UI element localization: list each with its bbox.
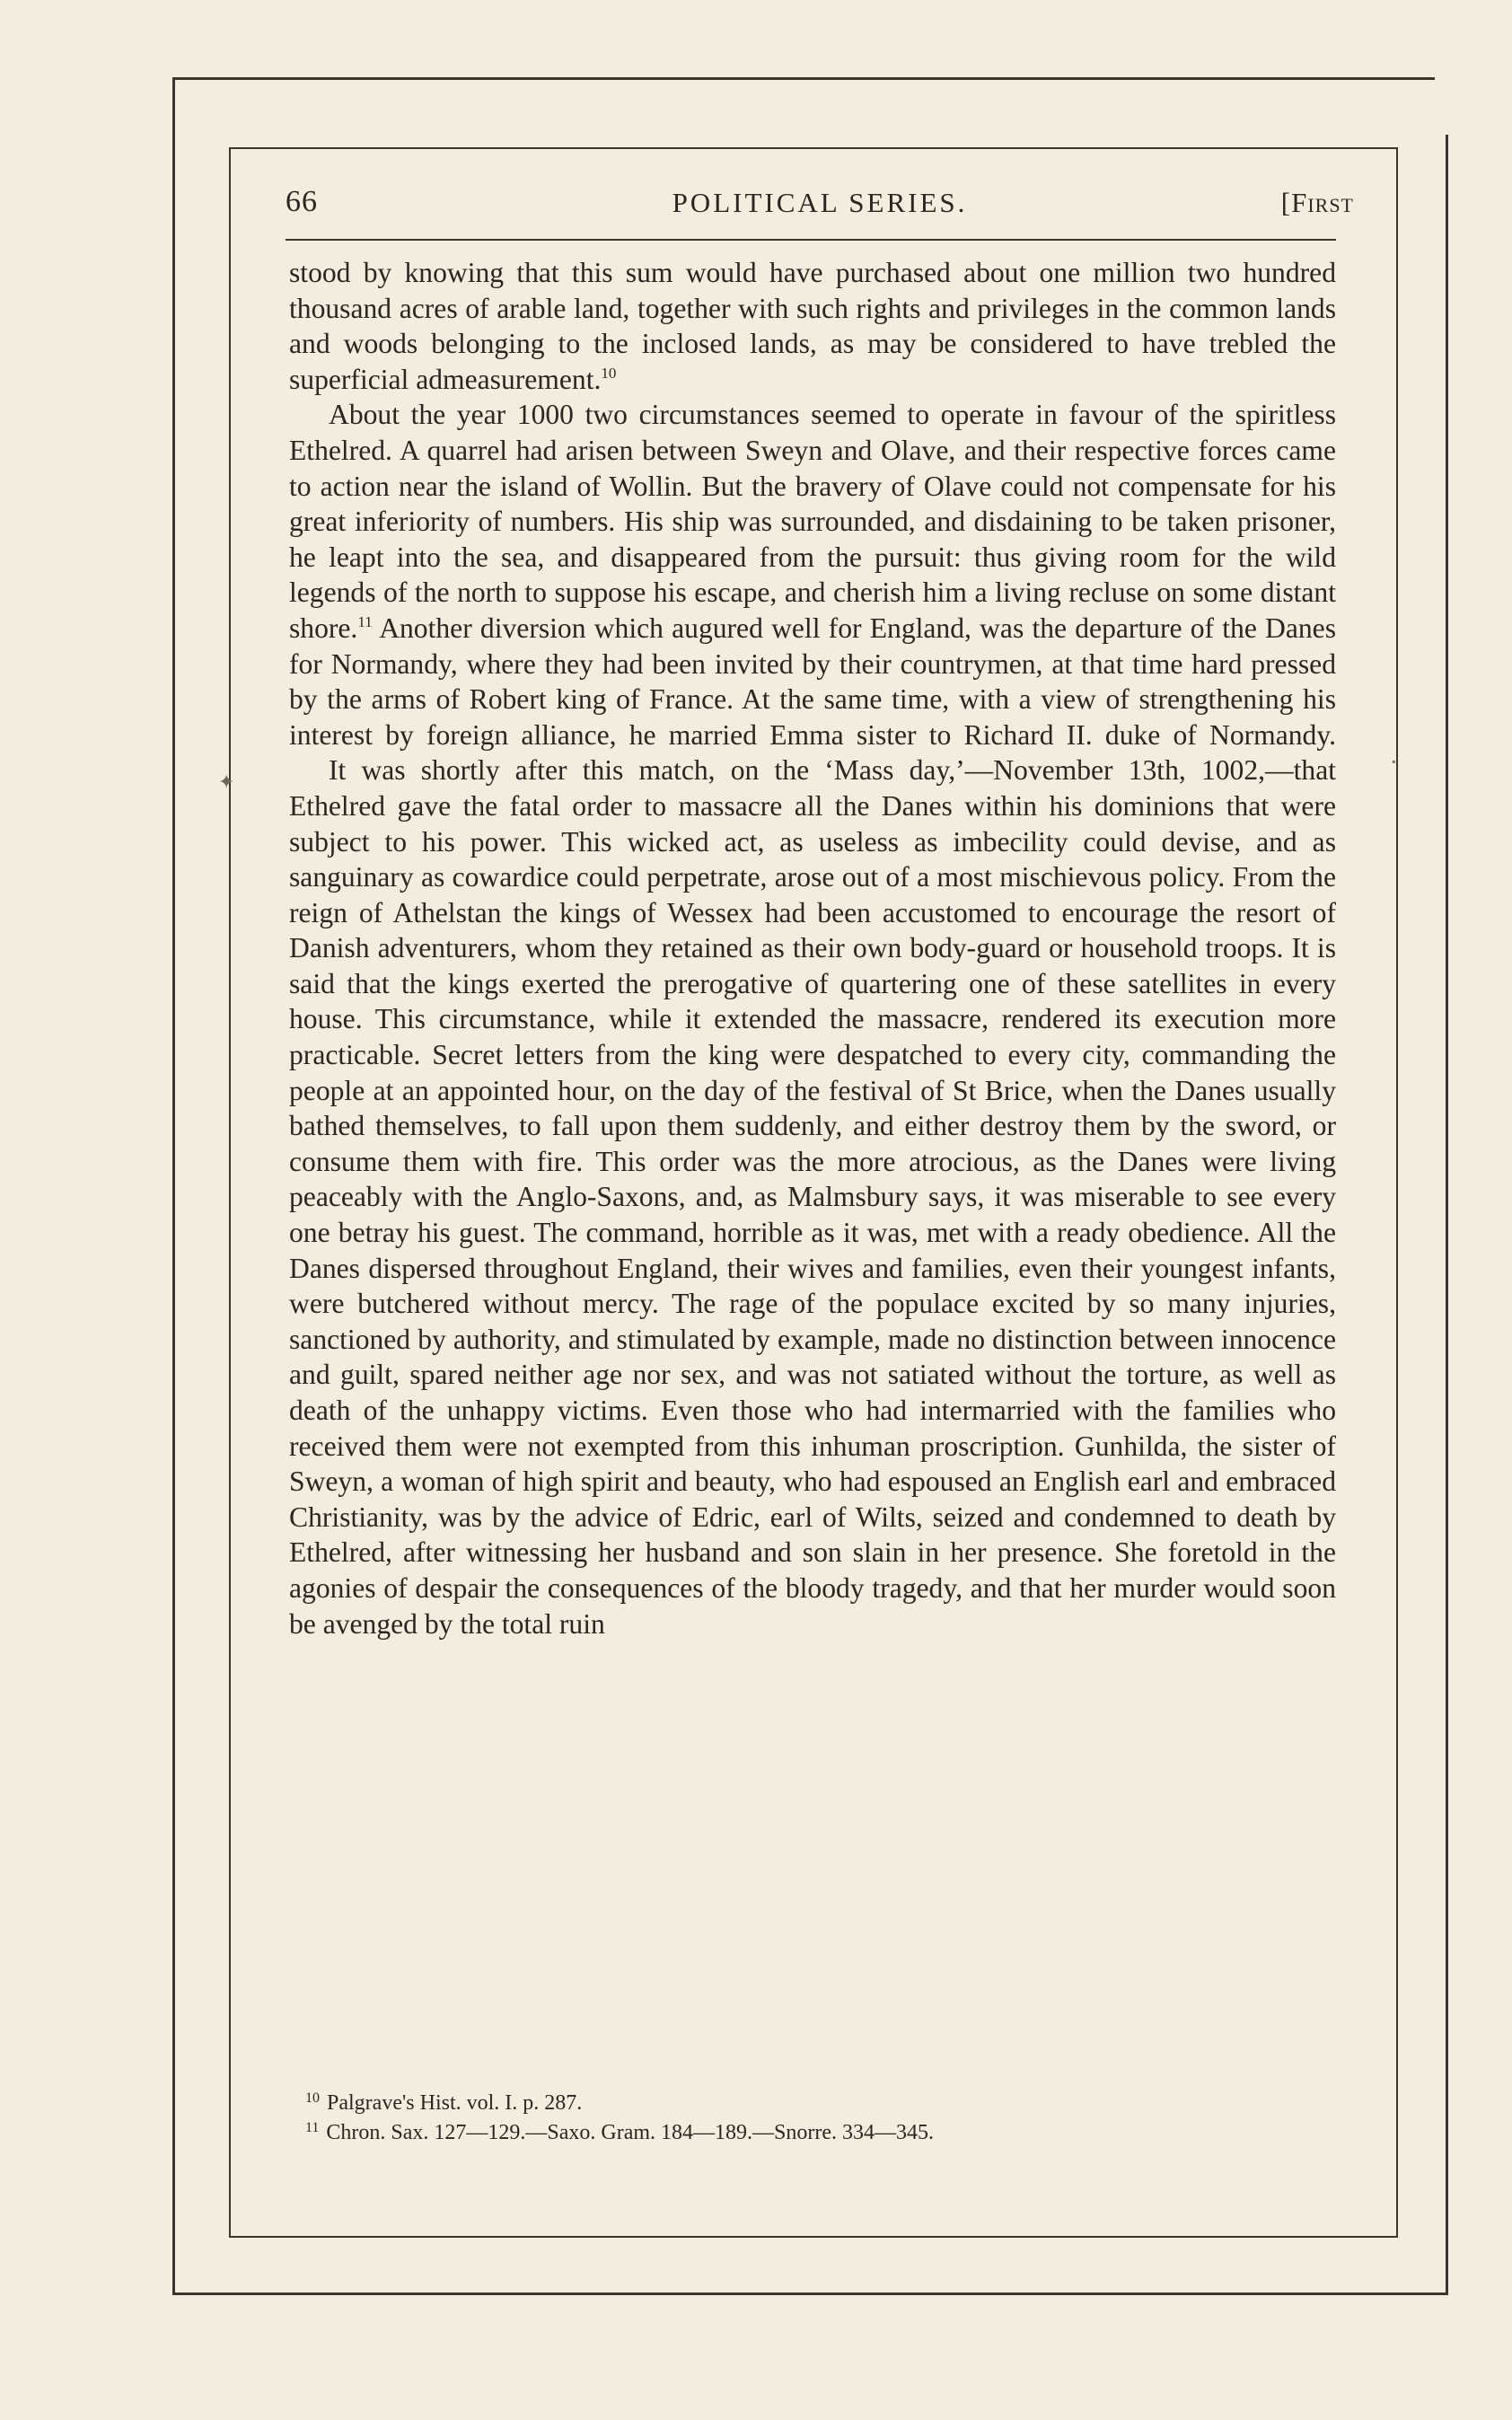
footnote-10-text: Palgrave's Hist. vol. I. p. 287.: [327, 2091, 583, 2115]
paragraph-1-text: stood by knowing that this sum would have purchased about one million two hundred thousand acres of arable land, together with such rights and privileges in the common lands and woods belonging to the inclosed lands, as may be considered to have trebled the superficial admeasurement.: [289, 257, 1336, 395]
footnote-ref-11: 11: [357, 612, 373, 630]
margin-ornament-icon: ✦: [218, 770, 235, 793]
paragraph-1: [289, 255, 1336, 397]
paragraph-2-continuation: Another diversion which augured well for England, was the departure of the Danes for Normandy, where they had been invited by their countrymen, at that time hard pressed by the arms of Robert king of France. At the same time, with a view of strengthening his interest by foreign alliance, he married Emma sister to Richard II. duke of Normandy.: [289, 612, 1337, 751]
header-rule: [286, 239, 1336, 241]
footnote-11: [305, 2118, 1329, 2148]
footnotes: [305, 2089, 1329, 2148]
margin-dot-icon: ·: [1390, 749, 1398, 775]
frame-top-rule-outer: [172, 77, 1435, 80]
paragraph-3-text: It was shortly after this match, on the ‘Mass day,’—November 13th, 1002,—that Ethelred gave the fatal order to massacre all the Danes within his dominions that were subject to his power. This wicked act, as useless as imbecility could devise, and as sanguinary as cowardice could perpetrate, arose out of a most mischievous policy. From the reign of Athelstan the kings of Wessex had been accustomed to encourage the resort of Danish adventurers, whom they retained as their own body-guard or household troops. It is said that the kings exerted the prerogative of quartering one of these satellites in every house. This circumstance, while it extended the massacre, rendered its execution more practicable. Secret letters from the king were despatched to every city, commanding the people at an appointed hour, on the day of the festival of St Brice, when the Danes usually bathed themselves, to fall upon them suddenly, and either destroy them by the sword, or consume them with fire. This order was the more atrocious, as the Danes were living peaceably with the Anglo-Saxons, and, as Malmsbury says, it was miserable to see every one betray his guest. The command, horrible as it was, met with a ready obedience. All the Danes dispersed throughout England, their wives and families, even their youngest infants, were butchered without mercy. The rage of the populace excited by so many injuries, sanctioned by authority, and stimulated by example, made no distinction between innocence and guilt, spared neither age nor sex, and was not satiated without the torture, as well as death of the unhappy victims. Even those who had intermarried with the families who received them were not exempted from this inhuman proscription. Gunhilda, the sister of Sweyn, a woman of high spirit and beauty, who had espoused an English earl and embraced Christianity, was by the advice of Edric, earl of Wilts, seized and condemned to death by Ethelred, after witnessing her husband and son slain in her presence. She foretold in the agonies of despair the consequences of the bloody tragedy, and that her murder would soon be avenged by the total ruin: [289, 754, 1336, 1640]
running-title: POLITICAL SERIES.: [672, 187, 968, 218]
frame-bottom-rule-outer: [172, 2292, 1447, 2295]
footnote-11-text: Chron. Sax. 127—129.—Saxo. Gram. 184—189.—Snorre. 334—345.: [326, 2121, 935, 2144]
footnote-10-mark: 10: [305, 2090, 320, 2106]
frame-bottom-rule-inner: [229, 2236, 1398, 2238]
page-number: 66: [286, 185, 318, 218]
frame-right-rule-inner: [1396, 147, 1398, 2238]
body-text: [289, 255, 1336, 1641]
paragraph-2: [289, 397, 1336, 752]
frame-left-rule-inner: [229, 147, 231, 2238]
footnote-ref-10: 10: [601, 364, 617, 382]
footnote-10: [305, 2089, 1329, 2118]
footnote-11-mark: 11: [305, 2120, 320, 2135]
frame-top-rule-inner: [229, 147, 1398, 149]
frame-right-rule-outer: [1446, 135, 1448, 2295]
paragraph-3: [289, 752, 1336, 1641]
section-mark: [First: [1280, 187, 1354, 218]
frame-left-rule-outer: [172, 77, 175, 2295]
paragraph-2-text: About the year 1000 two circumstances seemed to operate in favour of the spiritless Ethelred. A quarrel had arisen between Sweyn and Olave, and their respective forces came to action near the island of Wollin. But the bravery of Olave could not compensate for his great inferiority of numbers. His ship was surrounded, and disdaining to be taken prisoner, he leapt into the sea, and disappeared from the pursuit: thus giving room for the wild legends of the north to suppose his escape, and cherish him a living recluse on some distant shore.: [289, 399, 1336, 644]
page-header: [286, 185, 1354, 230]
